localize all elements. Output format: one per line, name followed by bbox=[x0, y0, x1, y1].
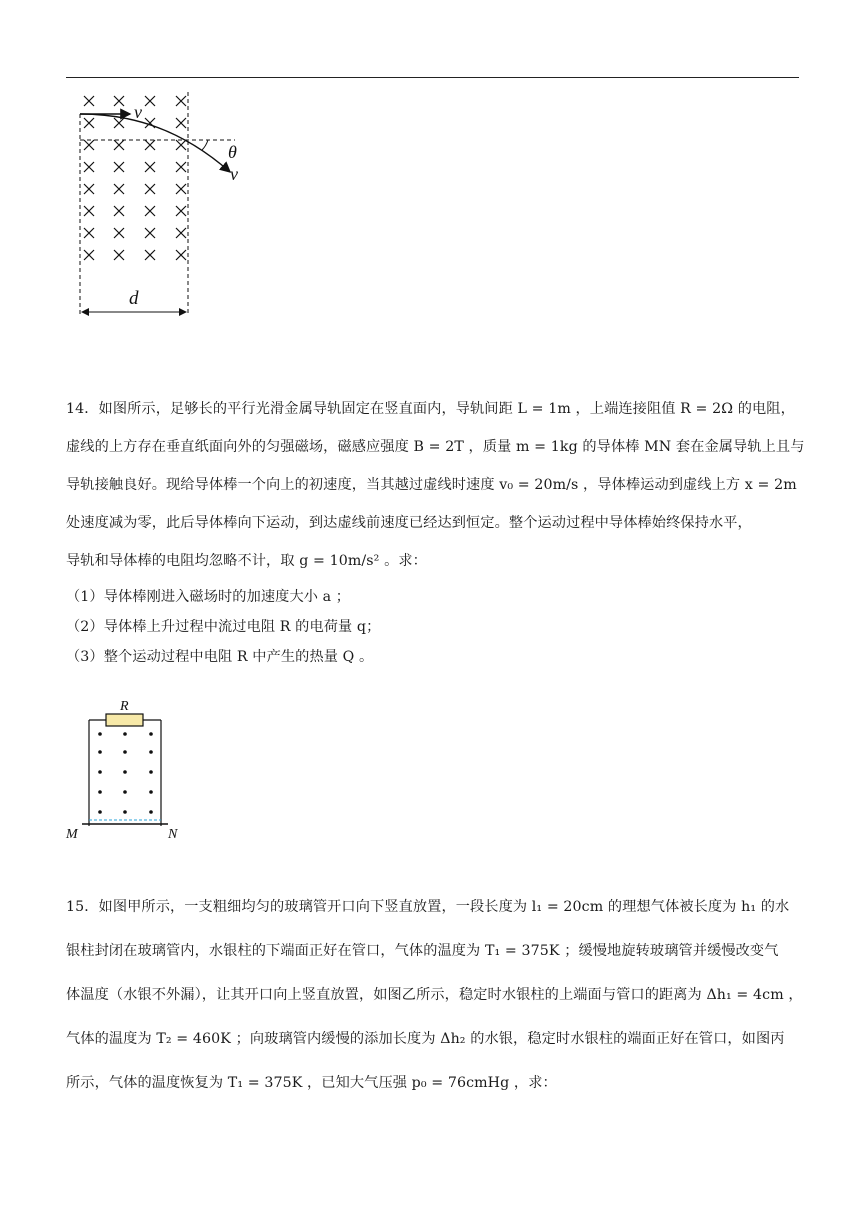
p15-line-3: 体温度（水银不外漏），让其开口向上竖直放置，如图乙所示，稳定时水银柱的上端面与管口的距离为 Δh₁ = 4cm ， bbox=[66, 987, 803, 1003]
label-M: M bbox=[66, 827, 78, 842]
cross-mark bbox=[114, 184, 124, 194]
cross-mark bbox=[84, 184, 94, 194]
cross-mark bbox=[176, 162, 186, 172]
resistor bbox=[106, 714, 143, 726]
cross-mark bbox=[84, 140, 94, 150]
field-dot bbox=[98, 810, 102, 814]
p15-line-1: 15．如图甲所示，一支粗细均匀的玻璃管开口向下竖直放置，一段长度为 l₁ = 20cm 的理想气体被长度为 h₁ 的水 bbox=[66, 899, 790, 915]
cross-mark bbox=[176, 228, 186, 238]
cross-mark bbox=[114, 140, 124, 150]
field-dot bbox=[123, 750, 127, 754]
label-d: d bbox=[129, 288, 139, 309]
cross-mark bbox=[176, 206, 186, 216]
field-dot bbox=[149, 810, 153, 814]
cross-mark bbox=[114, 162, 124, 172]
field-dot bbox=[123, 732, 127, 736]
field-dot bbox=[98, 790, 102, 794]
field-dot bbox=[98, 770, 102, 774]
cross-mark bbox=[84, 250, 94, 260]
cross-mark bbox=[84, 206, 94, 216]
cross-mark bbox=[84, 228, 94, 238]
cross-mark bbox=[114, 228, 124, 238]
label-R: R bbox=[120, 699, 129, 714]
label-N: N bbox=[168, 827, 178, 842]
cross-mark bbox=[145, 162, 155, 172]
cross-mark bbox=[84, 96, 94, 106]
cross-mark bbox=[145, 250, 155, 260]
cross-mark bbox=[114, 250, 124, 260]
p15-line-4: 气体的温度为 T₂ = 460K ；向玻璃管内缓慢的添加长度为 Δh₂ 的水银，稳定时水银柱的端面正好在管口，如图丙 bbox=[66, 1031, 785, 1047]
p14-line-1: 14．如图所示，足够长的平行光滑金属导轨固定在竖直面内，导轨间距 L = 1m ，上端连接阻值 R = 2Ω 的电阻， bbox=[66, 401, 795, 417]
field-dot bbox=[123, 810, 127, 814]
p14-line-3: 导轨接触良好。现给导体棒一个向上的初速度，当其越过虚线时速度 v₀ = 20m/s ，导体棒运动到虚线上方 x = 2m bbox=[66, 477, 797, 493]
field-dot bbox=[149, 750, 153, 754]
label-v-top: v bbox=[134, 102, 142, 122]
p14-question-1: （1）导体棒刚进入磁场时的加速度大小 a ； bbox=[66, 589, 351, 605]
p14-question-3: （3）整个运动过程中电阻 R 中产生的热量 Q 。 bbox=[66, 649, 374, 665]
cross-mark bbox=[145, 96, 155, 106]
cross-mark bbox=[114, 96, 124, 106]
field-dot bbox=[98, 750, 102, 754]
cross-mark bbox=[176, 140, 186, 150]
figure-magnetic-field-deflection bbox=[70, 88, 270, 328]
field-dots bbox=[98, 732, 153, 814]
figure-rail-resistor bbox=[64, 696, 194, 844]
field-dot bbox=[123, 770, 127, 774]
p15-line-5: 所示，气体的温度恢复为 T₁ = 375K ，已知大气压强 p₀ = 76cmHg ，求： bbox=[66, 1075, 557, 1091]
p14-line-4: 处速度减为零，此后导体棒向下运动，到达虚线前速度已经达到恒定。整个运动过程中导体棒始终保持水平， bbox=[66, 515, 752, 531]
label-v-bottom: v bbox=[230, 164, 238, 184]
angle-arc bbox=[202, 140, 208, 150]
cross-mark bbox=[176, 96, 186, 106]
particle-trajectory bbox=[80, 114, 230, 172]
field-dot bbox=[149, 732, 153, 736]
p15-number: 15． bbox=[66, 899, 99, 915]
top-rule bbox=[66, 77, 799, 78]
cross-mark bbox=[176, 250, 186, 260]
p14-number: 14． bbox=[66, 401, 99, 417]
cross-mark bbox=[84, 118, 94, 128]
field-dot bbox=[149, 770, 153, 774]
cross-mark bbox=[114, 118, 124, 128]
label-theta: θ bbox=[228, 142, 237, 162]
p14-question-2: （2）导体棒上升过程中流过电阻 R 的电荷量 q； bbox=[66, 619, 381, 635]
p15-line-2: 银柱封闭在玻璃管内，水银柱的下端面正好在管口，气体的温度为 T₁ = 375K ；缓慢地旋转玻璃管并缓慢改变气 bbox=[66, 943, 779, 959]
p14-line-5: 导轨和导体棒的电阻均忽略不计，取 g = 10m/s² 。求： bbox=[66, 553, 427, 569]
field-dot bbox=[149, 790, 153, 794]
cross-mark bbox=[145, 140, 155, 150]
cross-mark bbox=[114, 206, 124, 216]
cross-mark bbox=[145, 228, 155, 238]
field-dot bbox=[98, 732, 102, 736]
field-dot bbox=[123, 790, 127, 794]
p14-line-2: 虚线的上方存在垂直纸面向外的匀强磁场，磁感应强度 B = 2T ，质量 m = 1kg 的导体棒 MN 套在金属导轨上且与 bbox=[66, 439, 805, 455]
cross-mark bbox=[145, 184, 155, 194]
cross-mark bbox=[145, 206, 155, 216]
cross-mark bbox=[84, 162, 94, 172]
cross-mark bbox=[176, 118, 186, 128]
cross-mark bbox=[176, 184, 186, 194]
